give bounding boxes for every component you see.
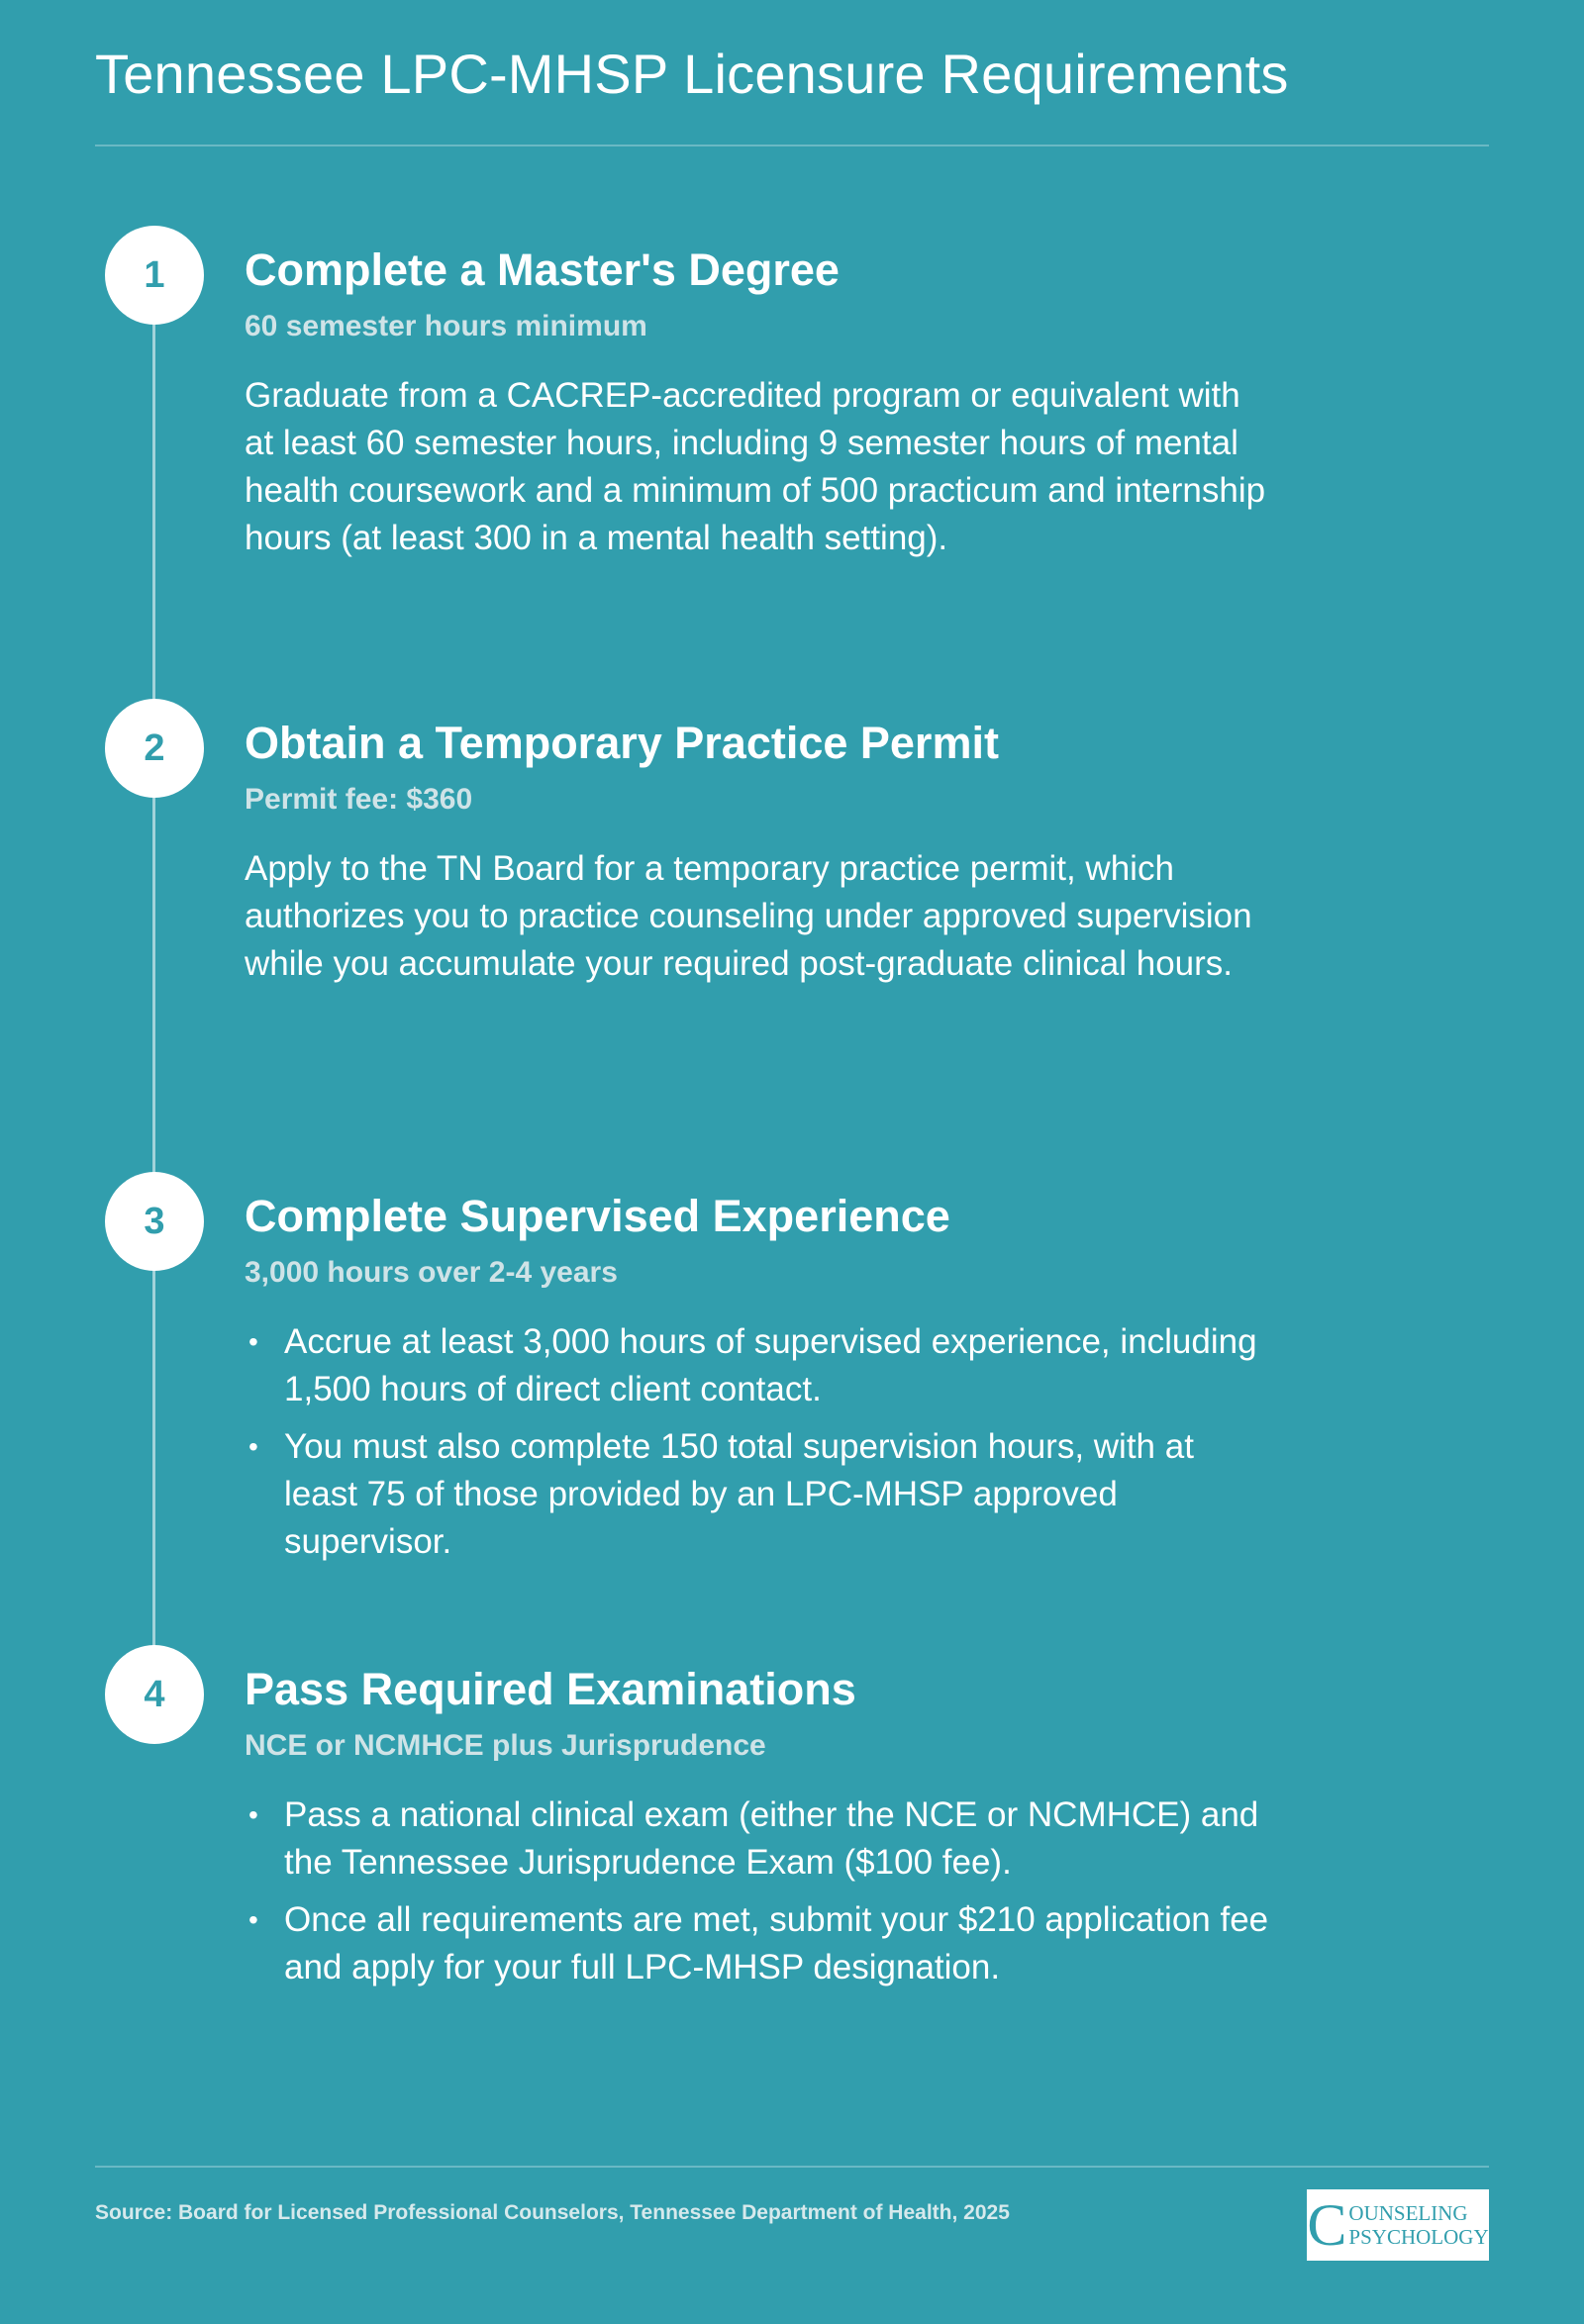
- step-title: Obtain a Temporary Practice Permit: [245, 718, 999, 768]
- step-number-badge: 4: [105, 1645, 204, 1744]
- counseling-psychology-logo: [1307, 2189, 1489, 2261]
- step-title: Complete a Master's Degree: [245, 244, 840, 295]
- list-item: • Pass a national clinical exam (either the NCE or NCMHCE) and the Tennessee Jurisprudence Exam ($100 fee).: [245, 1791, 1274, 1887]
- step-bullet-list: [245, 1791, 1274, 1991]
- step-subtitle: NCE or NCMHCE plus Jurisprudence: [245, 1729, 766, 1762]
- page-title: Tennessee LPC-MHSP Licensure Requirements: [95, 43, 1289, 105]
- step-content: [245, 1663, 1274, 2001]
- step-title: Pass Required Examinations: [245, 1664, 856, 1714]
- footer-divider: [95, 2166, 1489, 2168]
- bullet-icon: •: [248, 1799, 258, 1830]
- step-subtitle: Permit fee: $360: [245, 783, 473, 816]
- list-item: • Once all requirements are met, submit your $210 application fee and apply for your full LPC-MHSP designation.: [245, 1896, 1274, 1991]
- source-citation: Source: Board for Licensed Professional Counselors, Tennessee Department of Health, 2025: [95, 2201, 1010, 2224]
- bullet-icon: •: [248, 1904, 258, 1935]
- step-content: [245, 1190, 1274, 1576]
- step-bullet-list: [245, 1318, 1274, 1566]
- step-title: Complete Supervised Experience: [245, 1191, 950, 1241]
- step-number-badge: 1: [105, 226, 204, 325]
- bullet-icon: •: [248, 1431, 258, 1462]
- logo-wordmark: OUNSELING PSYCHOLOGY: [1348, 2200, 1489, 2249]
- bullet-icon: •: [248, 1326, 258, 1357]
- step-content: [245, 717, 1274, 988]
- step-number-badge: 3: [105, 1172, 204, 1271]
- step-subtitle: 3,000 hours over 2-4 years: [245, 1256, 618, 1289]
- step-number-badge: 2: [105, 699, 204, 798]
- header-divider: [95, 145, 1489, 146]
- list-item: • Accrue at least 3,000 hours of supervised experience, including 1,500 hours of direct client contact.: [245, 1318, 1274, 1413]
- step-description: Apply to the TN Board for a temporary practice permit, which authorizes you to practice counseling under approved supervision while you accumulate your required post-graduate clinical hours.: [245, 849, 1252, 983]
- step-subtitle: 60 semester hours minimum: [245, 310, 647, 342]
- step-description: Graduate from a CACREP-accredited program or equivalent with at least 60 semester hours, including 9 semester hours of mental health coursework and a minimum of 500 practicum and internship hours (at least 300 in a mental health setting).: [245, 376, 1266, 557]
- logo-letter: C: [1307, 2192, 1347, 2258]
- step-content: [245, 243, 1274, 562]
- list-item: • You must also complete 150 total supervision hours, with at least 75 of those provided by an LPC-MHSP approved supervisor.: [245, 1423, 1274, 1566]
- timeline-line: [152, 277, 155, 1702]
